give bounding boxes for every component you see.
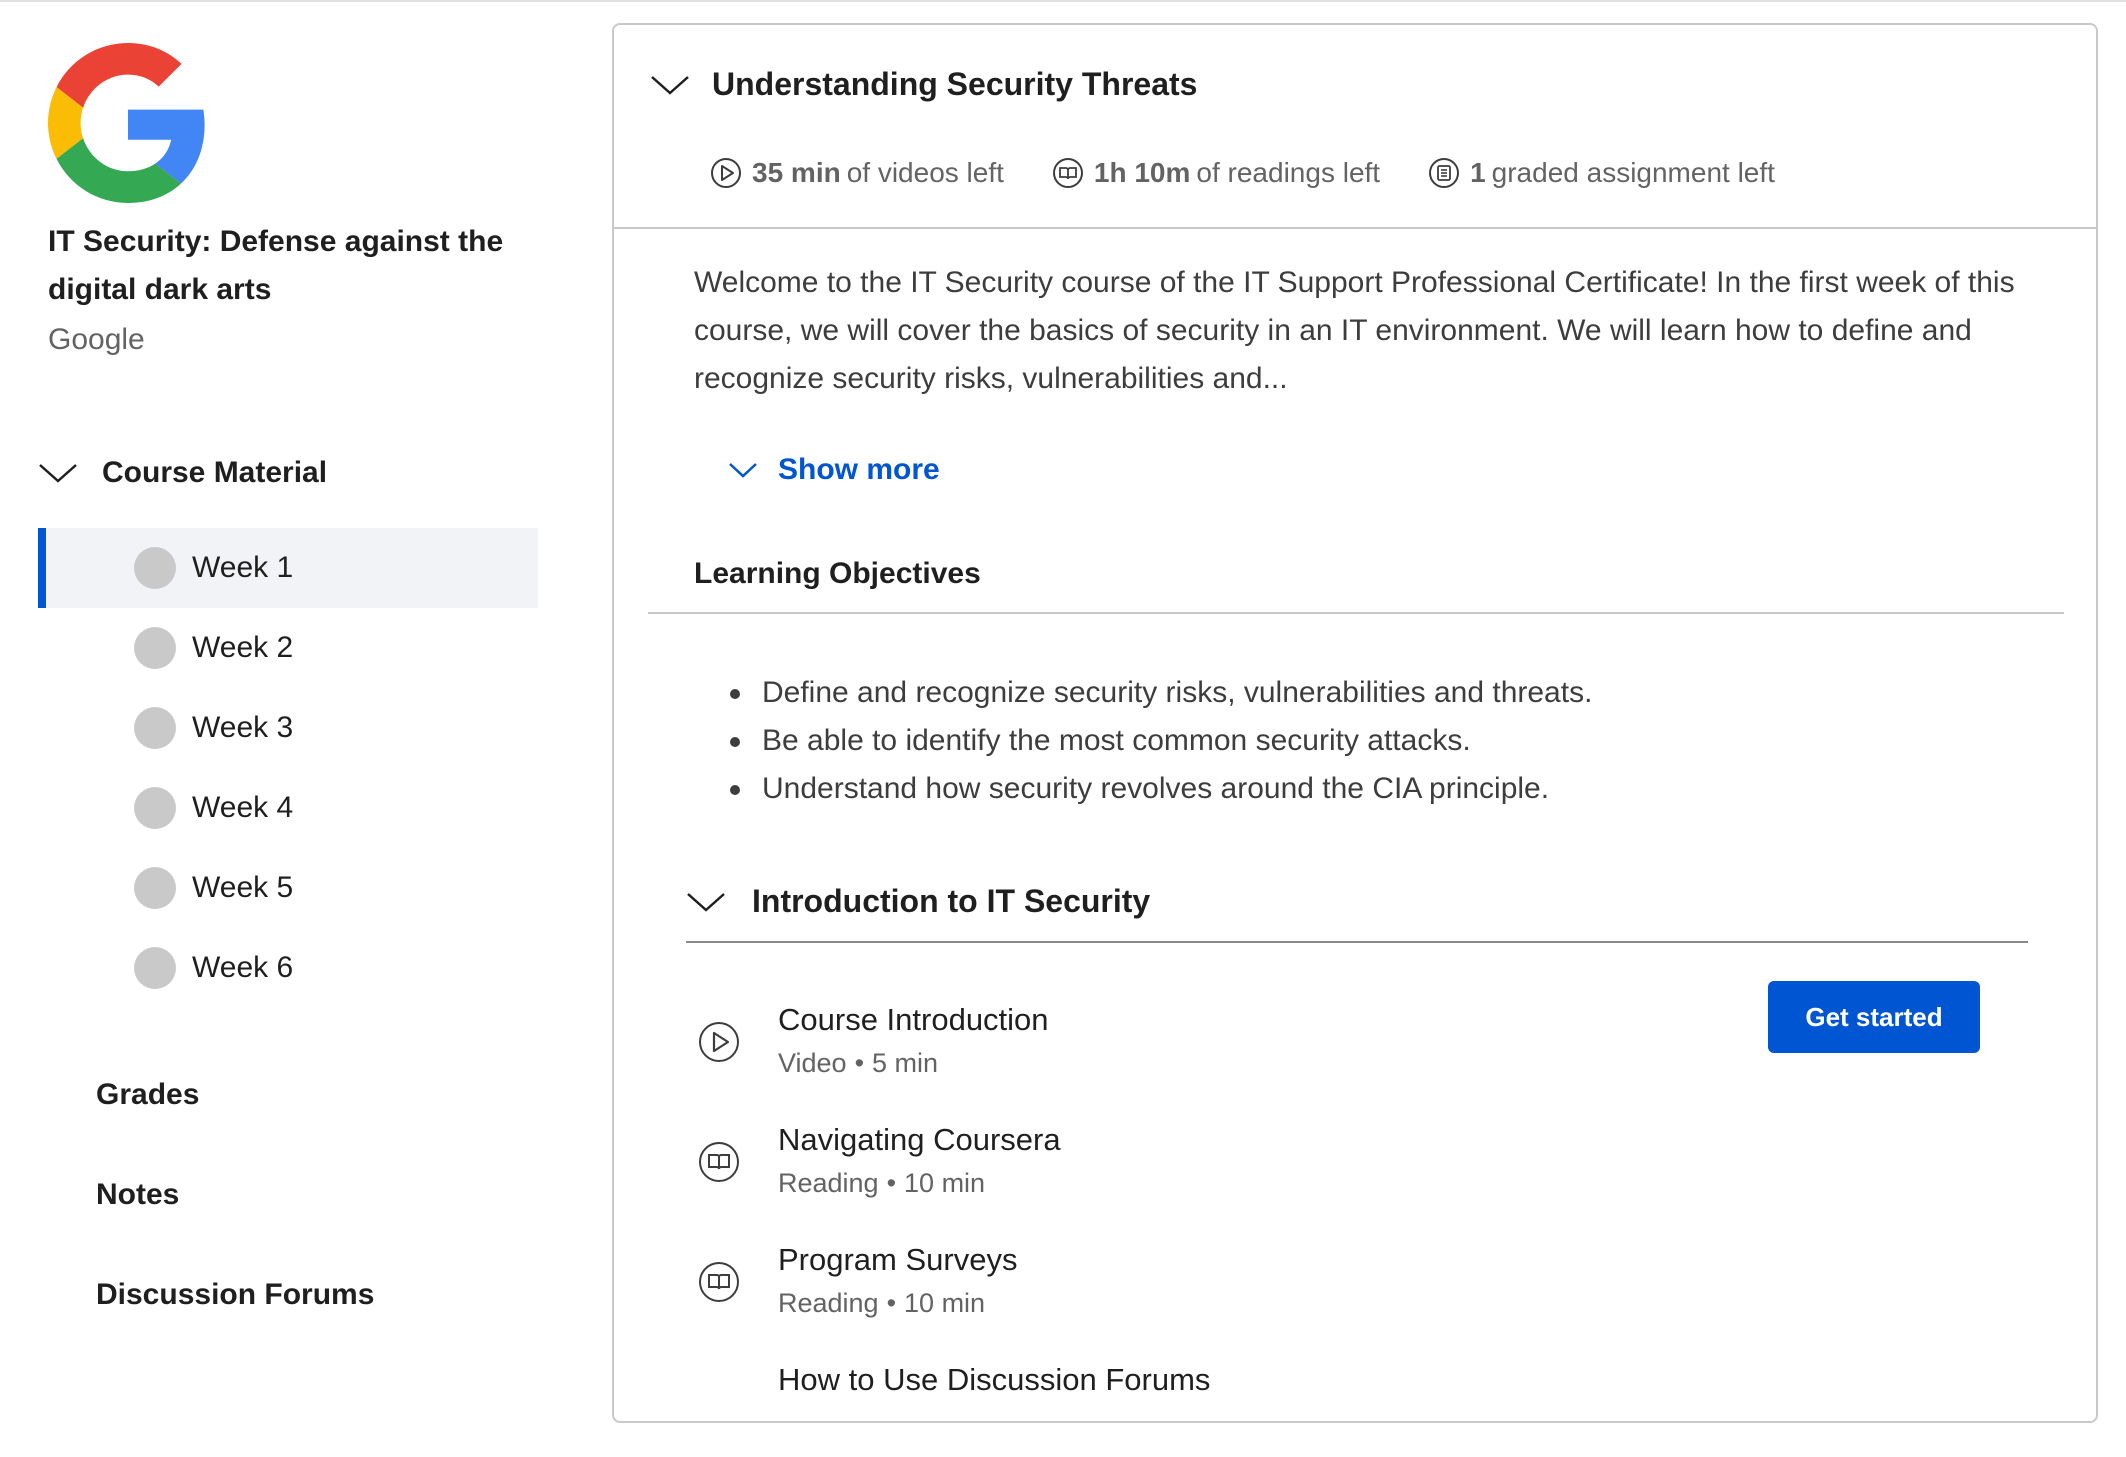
section-divider [686,941,2028,943]
week-label: Week 2 [192,631,294,664]
videos-left-text: of videos left [846,157,1004,188]
module-collapse-chevron-icon[interactable] [650,73,690,97]
videos-left-stat [710,157,1004,189]
discussion-forums-link[interactable]: Discussion Forums [96,1278,375,1311]
week-status-icon [134,547,176,589]
learning-objectives-list [730,669,1930,813]
lesson-item-program-surveys[interactable] [698,1237,1998,1337]
learning-objectives-divider [648,612,2064,614]
readings-left-stat [1052,157,1380,189]
week-item-3[interactable] [38,688,538,768]
module-panel [612,23,2098,1423]
week-label: Week 1 [192,551,294,584]
graded-left-value: 1 [1470,157,1486,188]
lesson-meta: Video • 5 min [778,1048,939,1078]
book-icon [698,1261,740,1303]
play-circle-icon [698,1021,740,1063]
readings-left-text: of readings left [1196,157,1381,188]
week-label: Week 6 [192,951,294,984]
week-status-icon [134,707,176,749]
week-item-6[interactable] [38,928,538,1008]
objective-item: Be able to identify the most common security attacks. [730,717,1930,765]
play-circle-icon [710,157,742,189]
week-status-icon [134,947,176,989]
graded-left-text: graded assignment left [1491,157,1775,188]
section-toggle[interactable] [686,883,1150,920]
week-item-1[interactable] [38,528,538,608]
week-item-5[interactable] [38,848,538,928]
course-material-toggle[interactable] [38,448,327,498]
course-title: IT Security: Defense against the digital dark arts [48,225,504,306]
lesson-item-discussion-forums[interactable] [698,1357,1998,1457]
lesson-name: Course Introduction [778,1002,1049,1037]
week-status-icon [134,867,176,909]
chevron-down-icon [728,461,758,479]
module-stats [710,157,1775,189]
show-more-button[interactable] [728,453,940,487]
get-started-button[interactable]: Get started [1768,981,1980,1053]
lesson-type: Reading [778,1288,879,1318]
lesson-type: Reading [778,1168,879,1198]
week-list [38,528,538,1008]
videos-left-value: 35 min [752,157,841,188]
assignment-icon [1428,157,1460,189]
lesson-item-navigating-coursera[interactable] [698,1117,1998,1217]
objective-item: Define and recognize security risks, vulnerabilities and threats. [730,669,1930,717]
lesson-duration: 10 min [904,1288,986,1318]
week-item-4[interactable] [38,768,538,848]
lesson-name: Program Surveys [778,1242,1018,1277]
week-label: Week 5 [192,871,294,904]
lesson-name: How to Use Discussion Forums [778,1362,1211,1397]
lesson-name: Navigating Coursera [778,1122,1061,1157]
module-title: Understanding Security Threats [712,66,1198,102]
week-label: Week 4 [192,791,294,824]
week-status-icon [134,627,176,669]
course-material-label: Course Material [102,456,328,489]
sidebar [0,0,560,1358]
week-status-icon [134,787,176,829]
graded-left-stat [1428,157,1775,189]
week-item-2[interactable] [38,608,538,688]
lesson-type: Video [778,1048,847,1078]
lesson-duration: 5 min [872,1048,939,1078]
lesson-duration: 10 min [904,1168,986,1198]
notes-link[interactable]: Notes [96,1178,180,1211]
module-header [614,25,2096,229]
chevron-down-icon [38,461,78,485]
objective-item: Understand how security revolves around the CIA principle. [730,765,1930,813]
section-title: Introduction to IT Security [752,883,1151,919]
lesson-meta: Reading • 10 min [778,1168,986,1198]
google-logo-icon [48,42,208,204]
chevron-down-icon [686,890,726,914]
week-label: Week 3 [192,711,294,744]
book-icon [698,1141,740,1183]
module-description: Welcome to the IT Security course of the IT Support Professional Certificate! In the first week of this course, we will cover the basics of security in an IT environment. We will learn how to define and recognize security risks, vulnerabilities and... [694,266,2015,395]
show-more-label: Show more [778,453,940,486]
lesson-meta: Reading • 10 min [778,1288,986,1318]
course-organization: Google [48,323,145,356]
book-icon [1052,157,1084,189]
grades-link[interactable]: Grades [96,1078,200,1111]
learning-objectives-title: Learning Objectives [694,557,981,590]
readings-left-value: 1h 10m [1093,157,1191,188]
